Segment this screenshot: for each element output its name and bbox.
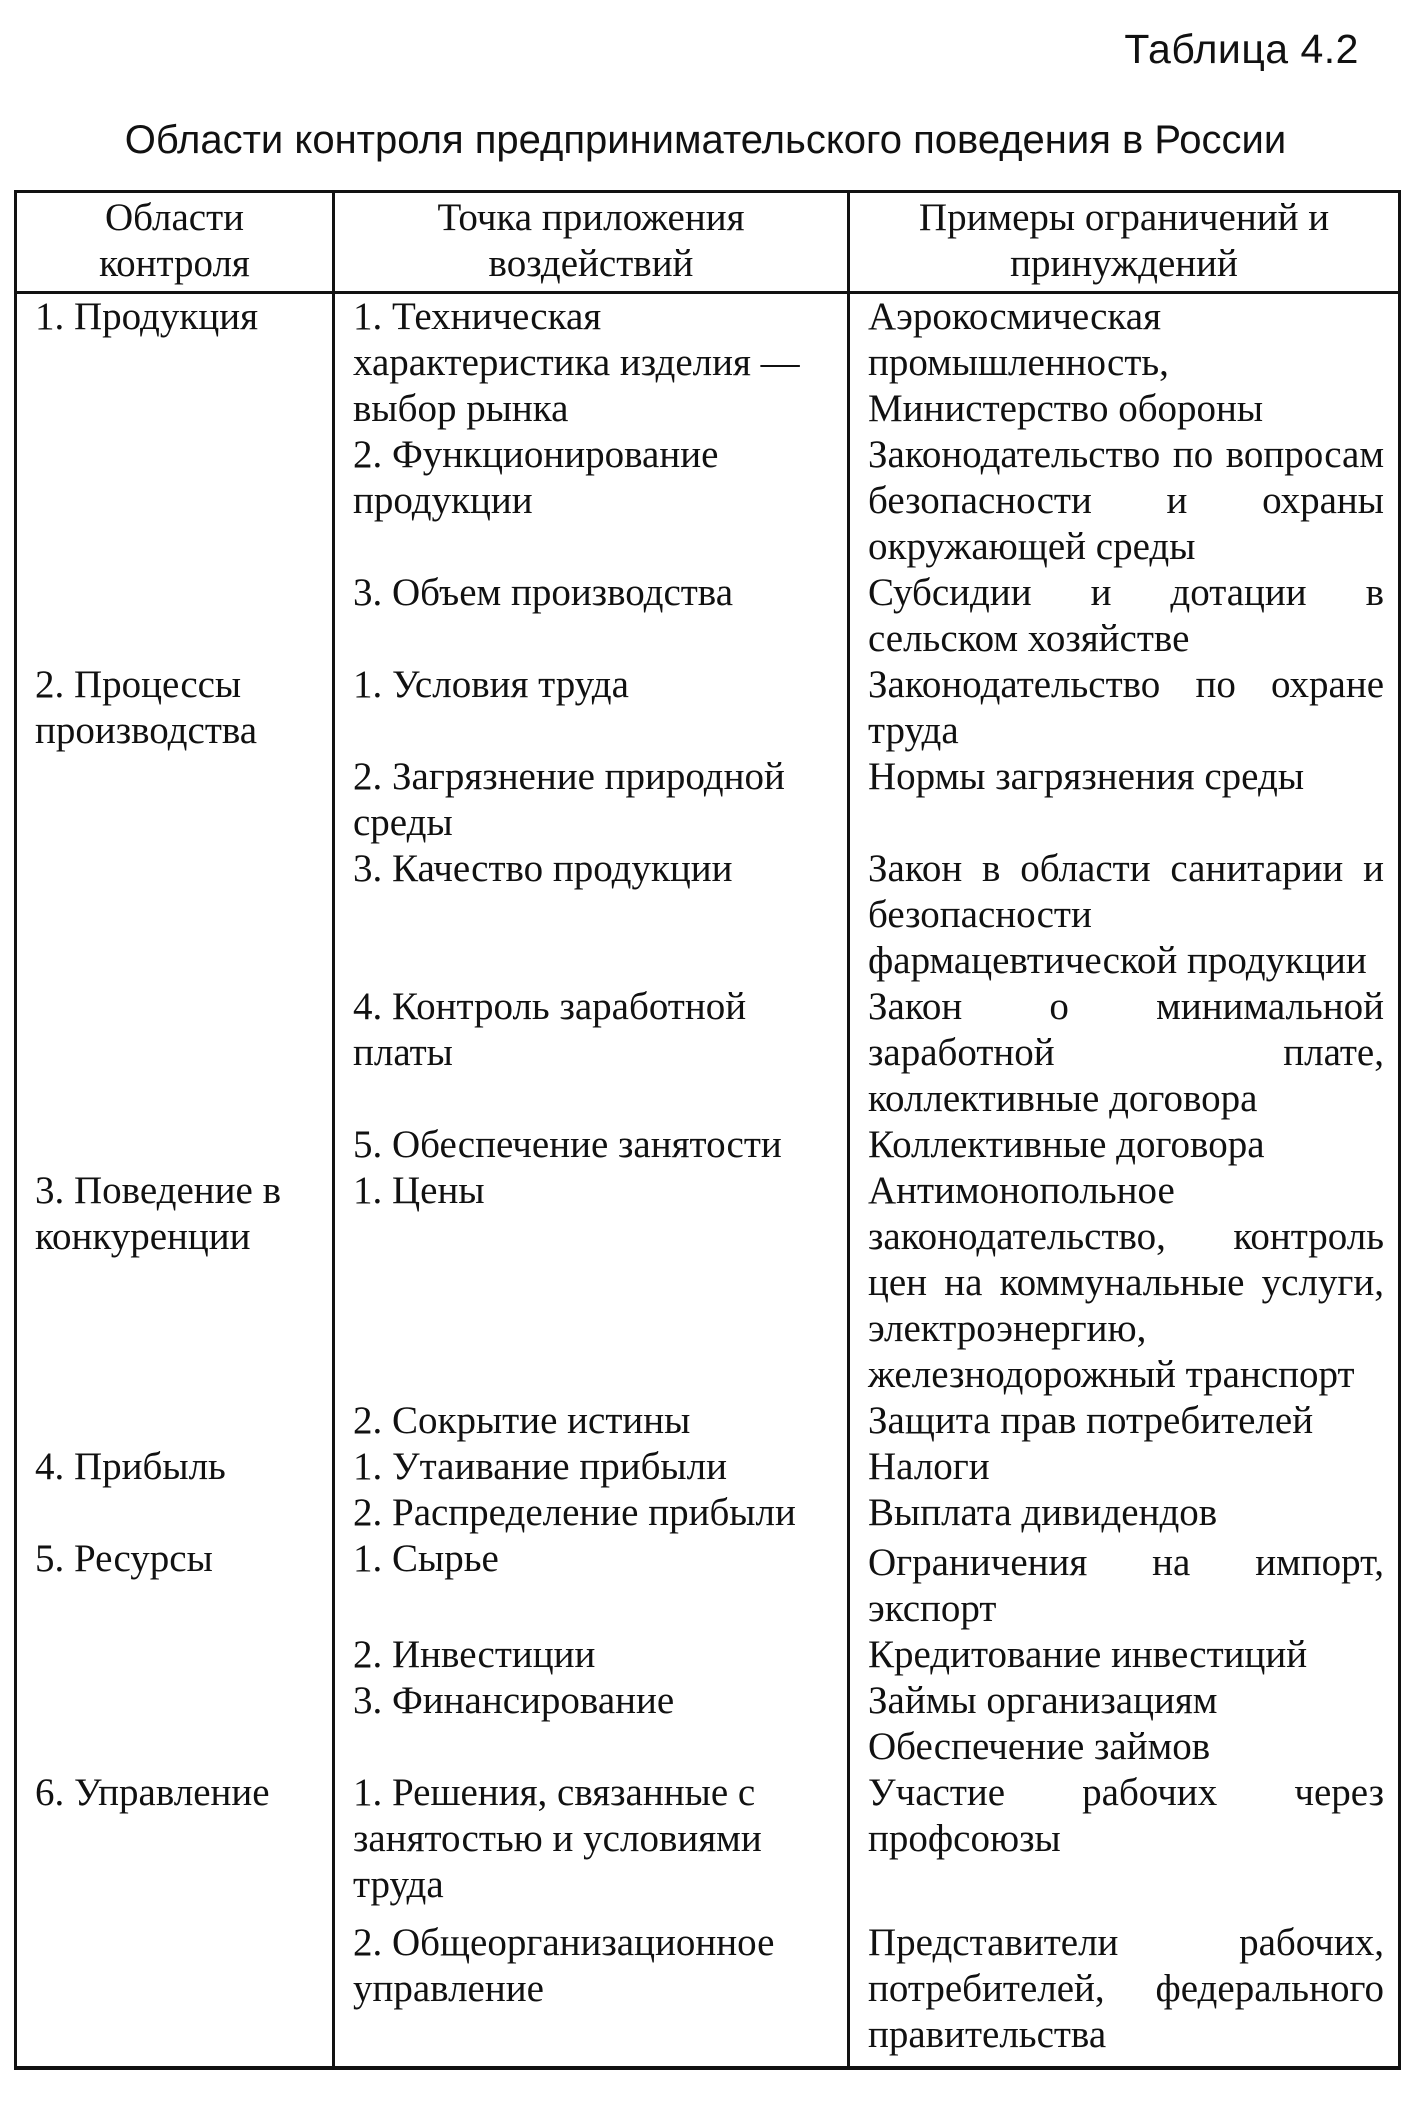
example-cell [849, 1490, 1400, 1536]
cell-text: Обеспечение займов [868, 1725, 1211, 1768]
cell-text: Займы организациям [868, 1679, 1218, 1722]
table-row [16, 1770, 1400, 1908]
cell-text: 3. Финансирование [353, 1679, 675, 1722]
application-point-cell [334, 662, 849, 754]
application-point-cell [334, 1632, 849, 1678]
cell-text: 1. Цены [353, 1169, 485, 1212]
table-row [16, 1122, 1400, 1168]
cell-text: Кредитование инвестиций [868, 1633, 1308, 1676]
example-cell [849, 570, 1400, 662]
example-cell [849, 754, 1400, 846]
table-row [16, 432, 1400, 570]
cell-text: 2. Общеорганизационное управление [353, 1921, 775, 2010]
cell-text: Участие рабочих через профсоюзы [868, 1771, 1384, 1860]
example-cell [849, 293, 1400, 433]
table-number-label: Таблица 4.2 [1124, 26, 1359, 72]
application-point-cell [334, 432, 849, 570]
cell-text: 3. Поведение в конкуренции [35, 1169, 282, 1258]
cell-text: Ограничения на импорт, экспорт [868, 1541, 1384, 1630]
table-row [16, 293, 1400, 433]
example-cell [849, 846, 1400, 984]
table-row [16, 1490, 1400, 1536]
area-cell [16, 1398, 334, 1444]
area-cell [16, 662, 334, 754]
area-cell [16, 1724, 334, 1770]
table-row [16, 662, 1400, 754]
application-point-cell [334, 1398, 849, 1444]
area-cell [16, 293, 334, 433]
cell-text: 2. Распределение прибыли [353, 1491, 796, 1534]
control-areas-table [14, 190, 1401, 2070]
cell-text: 6. Управление [35, 1771, 270, 1814]
example-cell [849, 662, 1400, 754]
example-cell [849, 1536, 1400, 1632]
table-row [16, 1908, 1400, 2058]
cell-text: 1. Условия труда [353, 663, 629, 706]
cell-text: Закон в области санитарии и безопасности фармацевтической продукции [868, 847, 1384, 982]
application-point-cell [334, 1122, 849, 1168]
example-cell [849, 1678, 1400, 1724]
application-point-cell [334, 570, 849, 662]
table-bottom-spacer [16, 2058, 1400, 2068]
example-cell [849, 432, 1400, 570]
application-point-cell [334, 293, 849, 433]
area-cell [16, 1122, 334, 1168]
table-row [16, 1168, 1400, 1398]
cell-text: 1. Техническая характеристика изделия — выбор рынка [353, 295, 800, 430]
cell-text: 3. Качество продукции [353, 847, 733, 890]
table-body [16, 293, 1400, 2069]
table-header [16, 192, 1400, 293]
table-row [16, 570, 1400, 662]
area-cell [16, 984, 334, 1122]
area-cell [16, 1770, 334, 1908]
cell-text: Аэрокосмическая промышленность, Министерство обороны [868, 295, 1264, 430]
cell-text: 5. Ресурсы [35, 1537, 213, 1580]
example-cell [849, 1908, 1400, 2058]
cell-text: Нормы загрязнения среды [868, 755, 1305, 798]
example-cell [849, 1168, 1400, 1398]
cell-text: 4. Контроль заработной платы [353, 985, 747, 1074]
cell-text: 2. Сокрытие истины [353, 1399, 691, 1442]
cell-text: 3. Объем производства [353, 571, 734, 614]
cell-text: 2. Функционирование продукции [353, 433, 719, 522]
application-point-cell [334, 1168, 849, 1398]
table-row [16, 1536, 1400, 1632]
area-cell [16, 432, 334, 570]
cell-text: Антимонопольное законодательство, контроль цен на коммунальные услуги, электроэнергию, железнодорожный транспорт [868, 1169, 1384, 1396]
example-cell [849, 1770, 1400, 1908]
area-cell [16, 1168, 334, 1398]
header-examples: Примеры ограничений и принуждений [849, 192, 1400, 293]
application-point-cell [334, 984, 849, 1122]
cell-text: 5. Обеспечение занятости [353, 1123, 782, 1166]
cell-text: Коллективные договора [868, 1123, 1265, 1166]
example-cell [849, 1398, 1400, 1444]
cell-text: 1. Продукция [35, 295, 259, 338]
cell-text: Субсидии и дотации в сельском хозяйстве [868, 571, 1384, 660]
example-cell [849, 1122, 1400, 1168]
table-row [16, 1724, 1400, 1770]
spacer-cell [849, 2058, 1400, 2068]
area-cell [16, 570, 334, 662]
area-cell [16, 1632, 334, 1678]
application-point-cell [334, 1490, 849, 1536]
cell-text: Представители рабочих, потребителей, федерального правительства [868, 1921, 1384, 2056]
cell-text: Законодательство по вопросам безопасности и охраны окружающей среды [868, 433, 1384, 568]
cell-text: Налоги [868, 1445, 990, 1488]
application-point-cell [334, 754, 849, 846]
example-cell [849, 1444, 1400, 1490]
application-point-cell [334, 1536, 849, 1632]
example-cell [849, 1724, 1400, 1770]
table-row [16, 1398, 1400, 1444]
area-cell [16, 754, 334, 846]
cell-text: Законодательство по охране труда [868, 663, 1384, 752]
spacer-cell [16, 2058, 334, 2068]
table-row [16, 1678, 1400, 1724]
application-point-cell [334, 1770, 849, 1908]
cell-text: Закон о минимальной заработной плате, коллективные договора [868, 985, 1384, 1120]
example-cell [849, 1632, 1400, 1678]
cell-text: 2. Процессы производства [35, 663, 258, 752]
area-cell [16, 1908, 334, 2058]
cell-text: 2. Загрязнение природной среды [353, 755, 785, 844]
table-row [16, 1444, 1400, 1490]
application-point-cell [334, 1678, 849, 1724]
example-cell [849, 984, 1400, 1122]
table-row [16, 754, 1400, 846]
area-cell [16, 1444, 334, 1490]
application-point-cell [334, 1444, 849, 1490]
spacer-cell [334, 2058, 849, 2068]
header-control-areas: Области контроля [16, 192, 334, 293]
application-point-cell [334, 1908, 849, 2058]
area-cell [16, 1678, 334, 1724]
cell-text: Защита прав потребителей [868, 1399, 1314, 1442]
cell-text: 4. Прибыль [35, 1445, 226, 1488]
header-row [16, 192, 1400, 293]
cell-text: 2. Инвестиции [353, 1633, 596, 1676]
application-point-cell [334, 1724, 849, 1770]
area-cell [16, 846, 334, 984]
application-point-cell [334, 846, 849, 984]
cell-text: Выплата дивидендов [868, 1491, 1218, 1534]
table-row [16, 1632, 1400, 1678]
table-title: Области контроля предпринимательского поведения в России [124, 118, 1287, 162]
area-cell [16, 1490, 334, 1536]
cell-text: 1. Решения, связанные с занятостью и условиями труда [353, 1771, 762, 1906]
cell-text: 1. Утаивание прибыли [353, 1445, 727, 1488]
header-application-point: Точка приложения воздействий [334, 192, 849, 293]
table-row [16, 846, 1400, 984]
area-cell [16, 1536, 334, 1632]
table-row [16, 984, 1400, 1122]
cell-text: 1. Сырье [353, 1537, 499, 1580]
